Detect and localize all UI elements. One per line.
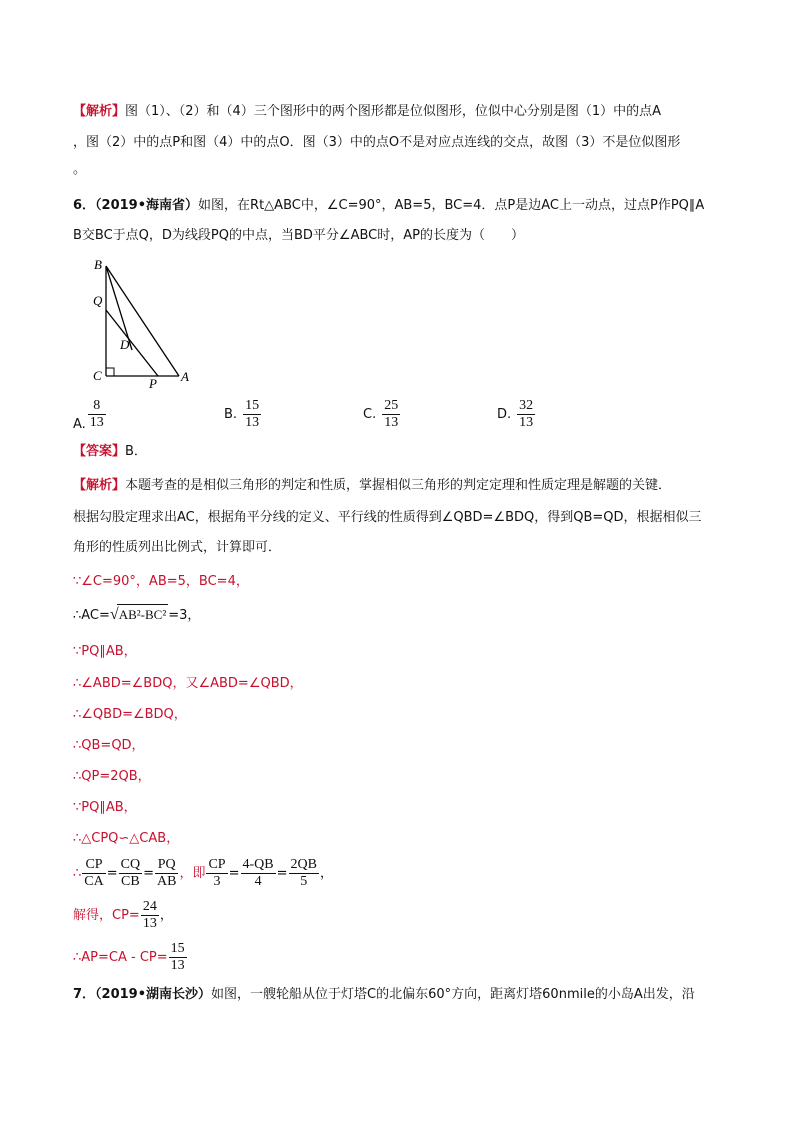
analysis-5-line-2 [73, 133, 680, 153]
question-6-line-1 [73, 196, 704, 216]
question-7-number: 7． [73, 987, 96, 1002]
analysis-6-text-1: 本题考查的是相似三角形的判定和性质，掌握相似三角形的判定定理和性质定理是解题的关键． [125, 478, 672, 493]
frac-3-num: PQ [157, 857, 176, 872]
label-q: Q [93, 293, 103, 308]
frac-5-den: 4 [241, 873, 276, 890]
step-10-post: ， [319, 866, 333, 881]
frac-1-den: CA [84, 874, 104, 889]
analysis-6-text-2: 根据勾股定理求出AC，根据角平分线的定义、平行线的性质得到∠QBD=∠BDQ，得到QB=QD，根据相似三 [73, 510, 702, 525]
frac-8-den: 13 [170, 958, 185, 973]
option-d-fraction [517, 398, 535, 431]
step-1-text: ∵∠C=90°，AB=5，BC=4， [73, 574, 249, 589]
frac-4-num: CP [208, 857, 226, 872]
option-c-fraction [382, 398, 400, 431]
option-a[interactable] [73, 398, 107, 431]
analysis-6-line-3 [73, 538, 281, 558]
label-p: P [149, 376, 157, 391]
step-11 [73, 898, 173, 934]
option-d-num: 32 [519, 398, 534, 413]
question-7-line-1 [73, 985, 695, 1005]
label-a: A [181, 369, 189, 384]
segment-qp [106, 310, 158, 376]
option-c-den: 13 [384, 415, 399, 430]
option-d-label: D. [497, 407, 512, 422]
question-number: 6． [73, 198, 96, 213]
question-7-text: 如图，一艘轮船从位于灯塔C的北偏东60°方向，距离灯塔60nmile的小岛A出发，沿 [211, 987, 695, 1002]
frac-cq-cb [119, 857, 142, 890]
segment-ab [106, 266, 179, 376]
step-6 [73, 736, 145, 756]
step-1 [73, 572, 249, 592]
frac-24-13 [141, 899, 159, 932]
frac-8-num: 15 [170, 941, 185, 956]
frac-6-den: 5 [289, 873, 319, 890]
step-2-radicand: AB²-BC² [117, 604, 169, 625]
step-11-pre: 解得，CP= [73, 908, 140, 923]
frac-cp-3 [206, 857, 227, 890]
step-3 [73, 642, 137, 662]
option-a-num: 8 [93, 398, 101, 413]
frac-15-13 [169, 941, 187, 974]
step-10: ∴ $\frac{CP}{CA}$ = $\frac{CQ}{CB}$ = $\frac{PQ}{AB}$ ，即 $\frac{CP}{3}$ = $\frac{4-QB}{4}$ = $\frac{2QB}{5}$ ， [73, 857, 333, 889]
frac-2qb-5 [289, 857, 319, 890]
option-c-num: 25 [384, 398, 399, 413]
frac-4-den: 3 [206, 873, 227, 890]
step-2 [73, 604, 200, 626]
step-12 [73, 940, 188, 976]
analysis-5-text-3: 。 [73, 162, 87, 177]
label-c: C [93, 368, 102, 383]
step-5-text: ∴∠QBD=∠BDQ， [73, 707, 187, 722]
sqrt-sign: √ [109, 606, 119, 623]
question-7-source: （2019•湖南长沙） [95, 987, 212, 1002]
step-2-post: =3， [168, 608, 201, 623]
step-8 [73, 798, 137, 818]
analysis-6-line-1 [73, 476, 671, 496]
option-a-fraction [88, 398, 106, 431]
option-d-den: 13 [519, 415, 534, 430]
question-source: （2019•海南省） [95, 198, 199, 213]
triangle-figure [88, 252, 208, 392]
step-4 [73, 674, 303, 694]
option-c-label: C. [363, 407, 377, 422]
frac-pq-ab [155, 857, 178, 890]
step-6-text: ∴QB=QD， [73, 738, 145, 753]
frac-1-num: CP [85, 857, 103, 872]
analysis-5-line-3 [73, 160, 86, 180]
frac-5-num: 4-QB [242, 857, 274, 872]
question-6-text-1: 如图，在Rt△ABC中，∠C=90°，AB=5，BC=4．点P是边AC上一动点，过点P作PQ∥A [198, 198, 705, 213]
question-6-text-2: B交BC于点Q，D为线段PQ的中点，当BD平分∠ABC时，AP的长度为（ ） [73, 228, 524, 243]
label-b: B [94, 257, 102, 272]
analysis-6-line-2 [73, 508, 702, 528]
step-12-pre: ∴AP=CA - CP= [73, 950, 168, 965]
step-7-text: ∴QP=2QB， [73, 769, 151, 784]
option-b-den: 13 [245, 415, 260, 430]
frac-7-den: 13 [142, 916, 157, 931]
option-b-num: 15 [245, 398, 260, 413]
option-c[interactable] [363, 398, 401, 431]
option-b[interactable] [224, 398, 262, 431]
option-b-fraction [243, 398, 261, 431]
step-11-post: ， [159, 908, 173, 923]
frac-3-den: AB [157, 874, 177, 889]
analysis-5-line-1 [73, 102, 661, 122]
step-10-mid: ，即 [179, 866, 206, 881]
step-5 [73, 705, 187, 725]
answer-line [73, 442, 147, 462]
step-3-text: ∵PQ∥AB， [73, 644, 137, 659]
option-b-label: B. [224, 407, 238, 422]
step-9-text: ∴△CPQ∽△CAB， [73, 831, 180, 846]
answer-value: B． [125, 444, 147, 459]
option-a-den: 13 [89, 415, 104, 430]
option-a-label: A. [73, 417, 86, 432]
frac-2-den: CB [119, 873, 142, 890]
analysis-6-tag: 【解析】 [73, 478, 126, 493]
frac-6-num: 2QB [290, 857, 317, 872]
frac-4-qb [241, 857, 276, 890]
frac-7-num: 24 [142, 899, 157, 914]
step-9 [73, 829, 179, 849]
right-angle-mark [106, 368, 114, 376]
analysis-5-text-2: ，图（2）中的点P和图（4）中的点O．图（3）中的点O不是对应点连线的交点，故图（3）不是位似图形 [73, 135, 681, 150]
analysis-5-text-1: 图（1）、（2）和（4）三个图形中的两个图形都是位似图形，位似中心分别是图（1）中的点A [125, 104, 661, 119]
label-d: D [120, 337, 130, 352]
option-d[interactable] [497, 398, 536, 431]
frac-2-num: CQ [120, 857, 141, 872]
step-2-pre: ∴AC= [73, 608, 110, 623]
answer-tag: 【答案】 [73, 444, 126, 459]
step-7 [73, 767, 151, 787]
frac-cp-ca [82, 857, 105, 890]
step-4-text: ∴∠ABD=∠BDQ，又∠ABD=∠QBD， [73, 676, 303, 691]
question-6-line-2 [73, 226, 524, 246]
step-8-text: ∵PQ∥AB， [73, 800, 137, 815]
analysis-6-text-3: 角形的性质列出比例式，计算即可． [73, 540, 282, 555]
analysis-tag: 【解析】 [73, 104, 126, 119]
step-10-pre: ∴ [73, 866, 82, 881]
